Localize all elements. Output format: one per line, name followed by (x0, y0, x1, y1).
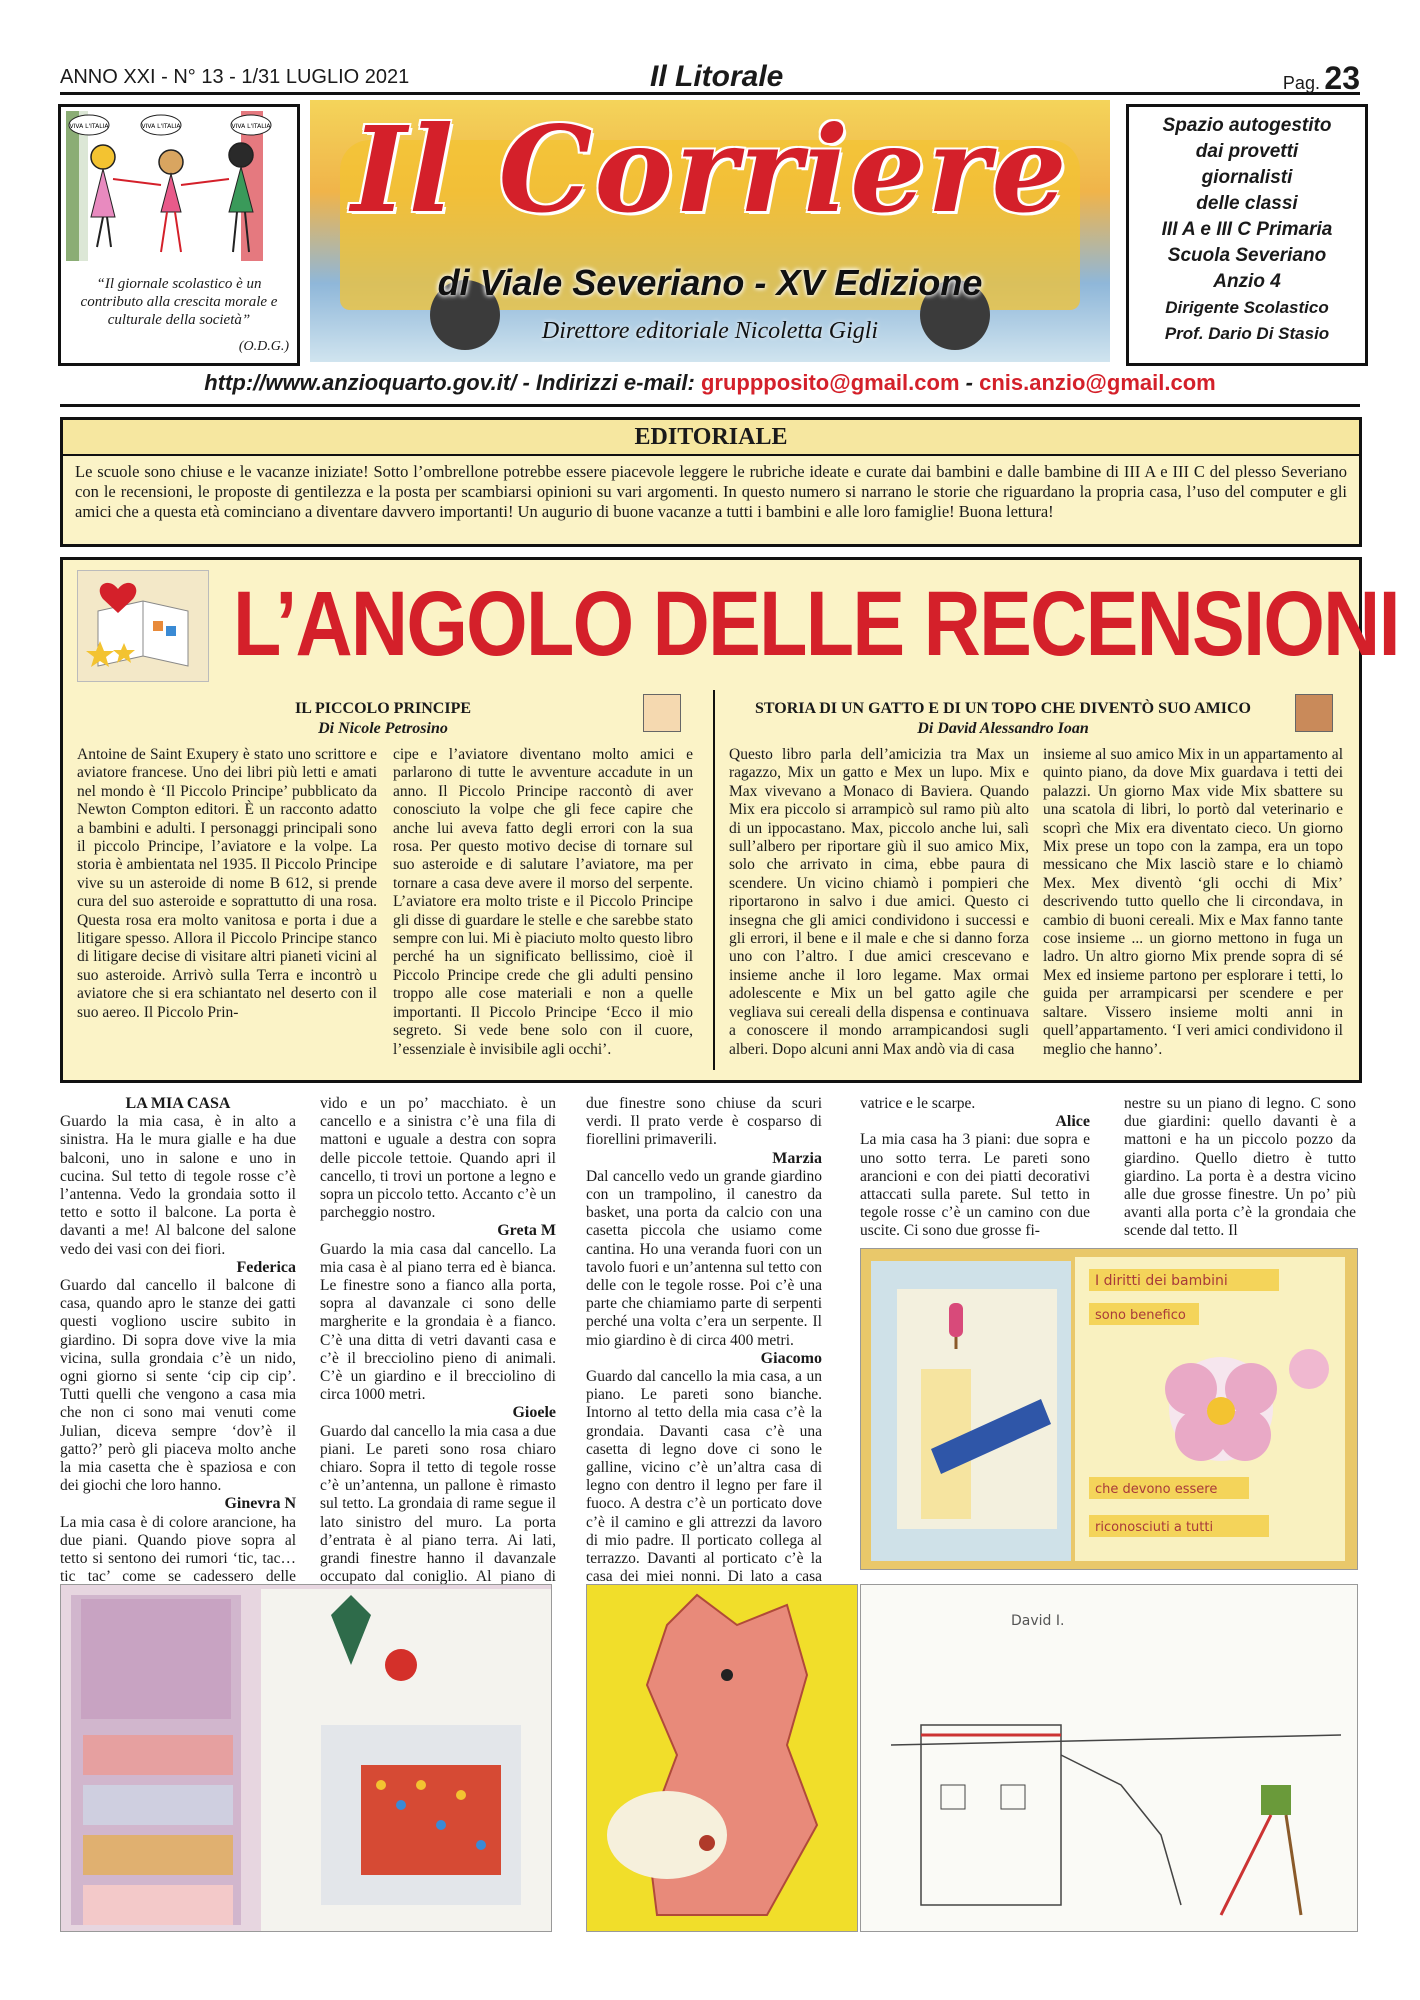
author-signature: Gioele (512, 1404, 556, 1422)
issue-info: ANNO XXI - N° 13 - 1/31 LUGLIO 2021 (60, 66, 410, 88)
casa-text: Guardo dal cancello la mia casa a due piani. Le pareti sono rosa chiaro chiaro. Sopra il tetto di tegole rosse c’è un’antenna, un pallone è rimasto sul tetto. La grondaia di rame segue il lato sinistro del muro. La porta d’entrata è al piano terra. Ai lati, grandi finestre hanno il davanzale occupato dal coniglio. Al piano di (320, 1422, 556, 1586)
review-right-col1: Questo libro parla dell’amicizia tra Max un ragazzo, Mix un gatto e Mex un lupo. Mix e Max vivevano a Monaco di Baviera. Quando Mix era piccolo si arrampicò sul ramo più alto di un ippocastano. Max, piccolo anche lui, salì sull’albero per riportare giù il suo amico Mix, solo che arrivato in cima, ebbe paura di scendere. Un vicino chiamò i pompieri che riportarono in salvo i due amici. Questo ci insegna che gli amici condividono i successi e gli errori, il bene e il male e che si danno forza uno con l’altro. I due amici crescevano e insieme anche il loro legame. Max ormai adolescente e Mix un bel gatto agile che vegliava sui cereali della dispensa e continuava a conoscere il mondo arrampicandosi sugli alberi. Dopo alcuni anni Max andò via di casa (729, 746, 1029, 1058)
notebook-line-2: sono benefico (1095, 1308, 1186, 1323)
notebook-line-4: riconosciuti a tutti (1095, 1520, 1214, 1535)
newspaper-subtitle: di Viale Severiano - XV Edizione (437, 262, 983, 303)
author-signature: Alice (1055, 1113, 1090, 1131)
website-link[interactable]: http://www.anzioquarto.gov.it/ (204, 370, 517, 395)
review-left-col1: Antoine de Saint Exupery è stato uno scrittore e aviatore francese. Uno dei libri più letti e amati nel mondo è ‘Il Piccolo Principe’ pubblicato da Newton Compton editori. È un racconto adatto a bambini e adulti. I personaggi principali sono il piccolo Principe, l’aviatore e la volpe. La storia è ambientata nel 1935. Il Piccolo Principe vive su un asteroide di nome B 612, si prende cura del suo asteroide e soprattutto di una rosa. Questa rosa era molto vanitosa e porta i due a litigare spesso. Allora il Piccolo Principe stanco di litigare decise di visitare altri pianeti vicini al suo asteroide. Arrivò sulla Terra e incontrò u aviatore che si era schiantato nel deserto con il suo aereo. Il Piccolo Prin- (77, 746, 377, 1021)
casa-column-2 (320, 1095, 556, 1605)
drawing-signature: David I. (1011, 1613, 1065, 1629)
info-line: Scuola Severiano (1167, 245, 1327, 266)
masthead-center (310, 100, 1110, 362)
page-label: Pag. (1282, 73, 1320, 93)
author-signature: Ginevra N (224, 1495, 296, 1513)
casa-text: Guardo la mia casa, è in alto a sinistra. Ha le mura gialle e ha due balconi, uno in salone e uno in cucina. Sul tetto di tegole rosse c’è l’antenna. Vedo la grondaia sotto il tetto e sotto il balcone. La porta è davanti a me! Al balcone del salone vedo dei vasi con dei fiori. (60, 1113, 296, 1258)
casa-text: La mia casa ha 3 piani: due sopra e uno sotto terra. Le pareti sono arancioni e con dei piatti decorativi attaccati sulla parete. Sul tetto in tegole rosse c’è un camino con due uscite. Ci sono due grosse fi- (860, 1131, 1090, 1240)
review-left-author: Di Nicole Petrosino (318, 720, 448, 737)
review-left-heading: IL PICCOLO PRINCIPE (294, 700, 472, 717)
review-left-col2: cipe e l’aviatore diventano molto amici e parlarono di tutte le avventure accadute in un anno. Il Piccolo Principe raccontò di aver conosciuto la volpe che gli fece capire che anche lui aveva fatto degli errori con la sua rosa. Per questo motivo decise di tornare sul suo asteroide e di salutare l’aviatore, ma per tornare a casa deve avere il morso del serpente. L’aviatore era molto triste e il Piccolo Principe gli disse di guardare le stelle e che sarebbe stato sempre con lui. Mi è piaciuto molto questo libro perché ha un significato bellissimo, cioè il Piccolo Principe crede che gli adulti pensino troppo alle cose materiali e non a quelle importanti. Il Piccolo Principe ‘Ecco il mio segreto. Si vede bene solo con il cuore, l’essenziale è invisibile agli occhi’. (393, 746, 693, 1058)
drawing-sign-3: VIVA L'ITALIA (231, 123, 271, 130)
notebook-line-3: che devono essere (1095, 1482, 1218, 1497)
masthead-left-box (58, 104, 300, 366)
reviews-title: L’ANGOLO DELLE RECENSIONI (233, 573, 1399, 675)
author-signature: Federica (236, 1258, 296, 1276)
column-divider (713, 690, 715, 1070)
book-icon (77, 570, 209, 682)
email-link-2[interactable]: cnis.anzio@gmail.com (979, 370, 1216, 395)
editorial-box (60, 417, 1362, 547)
notebook-line-1: I diritti dei bambini (1095, 1273, 1228, 1289)
motto: “Il giornale scolastico è un contributo alla crescita morale e culturale della società” (80, 276, 278, 328)
info-line: Anzio 4 (1213, 271, 1281, 292)
top-bar (60, 60, 1360, 95)
info-line: Spazio autogestito (1162, 115, 1332, 136)
casa-text: due finestre sono chiuse da scuri verdi. Il prato verde è cosparso di fiorellini primaverili. (586, 1095, 822, 1149)
author-signature: Greta M (497, 1222, 556, 1240)
fox-drawing-photo (586, 1584, 858, 1932)
author-signature: Giacomo (760, 1349, 822, 1367)
brand-name: Il Litorale (650, 60, 784, 93)
email-label: - Indirizzi e-mail: (516, 370, 701, 395)
author-avatar-icon (643, 694, 681, 732)
review-right-heading: STORIA DI UN GATTO E DI UN TOPO CHE DIVENTÒ SUO AMICO (755, 700, 1251, 717)
notebook-photo (860, 1248, 1358, 1570)
page-number (1283, 60, 1360, 97)
casa-column-4 (860, 1095, 1090, 1241)
casa-text: nestre su un piano di legno. C sono due giardini: quello davanti è a mattoni e ha un piccolo pozzo da giardino. Quello dietro è tutto giardino. La porta è a destra vicino alle due grosse finestre. Un po’ più avanti alla porta c’è la grondaia che scende dal tetto. Il (1124, 1095, 1356, 1240)
drawing-sign-1: VIVA L'ITALIA (69, 123, 109, 130)
children-drawing (61, 107, 297, 267)
review-right-col2: insieme al suo amico Mix in un appartamento al quinto piano, da dove Mix guardava i tetti dei palazzi. Un giorno Max vide Mix sbattere su una scatola di libri, lo portò dal veterinario e scoprì che Mix era diventato cieco. Un giorno Mix prese un topo con la zampa, era un topo messicano che Mix lasciò stare e lo chiamò Mex. Mex diventò ‘gli occhi di Mix’ descrivendo tutto quello che li circondava, in cambio di buoni cereali. Mix e Max fanno tante cose insieme ... un giorno mettono in fuga un ladro. Un altro giorno Mix prende sopra di sé Mex ed insieme partono per esplorare i tetti, lo guida per arrampicarsi per scendere e per saltare. Vissero insieme molti anni in quell’appartamento. ‘I veri amici condividono il meglio che hanno’. (1043, 746, 1343, 1058)
casa-heading: LA MIA CASA (125, 1095, 231, 1112)
casa-text: Guardo dal cancello il balcone di casa, quando apro le stanze dei gatti questi vogliono uscire subito in giardino. Di sopra dove vive la mia vicina, sulla grondaia c’è un nido, ogni giorno si sente ‘cip cip cip’. Tutti quelli che vengono a casa mia che non ci sono mai venuti come Julian, diceva sempre ‘dov’è il gatto?’ però gli piaceva molto anche la mia casetta che è spaziosa e con dei giochi che loro hanno. (60, 1277, 296, 1495)
casa-text: La mia casa è di colore arancione, ha due piani. Quando piove sopra al tetto si sentono dei rumori ‘tic, tac… tic tac’ come se cadessero delle (60, 1513, 296, 1586)
masthead-right-box (1126, 104, 1368, 366)
motto-source: (O.D.G.) (238, 339, 289, 354)
info-line: giornalisti (1201, 167, 1293, 188)
email-link-1[interactable]: gruppposito@gmail.com (700, 370, 960, 395)
casa-text: Guardo la mia casa dal cancello. La mia casa è al piano terra ed è bianca. Le finestre sono a fianco alla porta, sopra al davanzale ci sono delle margherite e la grondaia è a fianco. C’è una ditta di vetri davanti casa e c’è il brecciolino pieno di animali. C’è un giardino e il brecciolino di circa 1000 metri. (320, 1240, 556, 1404)
author-signature: Marzia (772, 1149, 822, 1167)
info-line: dai provetti (1195, 141, 1299, 162)
house-drawing-photo (860, 1584, 1358, 1932)
review-right-author: Di David Alessandro Ioan (917, 720, 1089, 737)
casa-column-5 (1124, 1095, 1356, 1241)
casa-column-1 (60, 1095, 296, 1605)
reviews-box (60, 557, 1399, 1083)
casa-text: vido e un po’ macchiato. è un cancello e a sinistra c’è una fila di mattoni e uguale a destra con sopra delle piccole tettoie. Quando apri il cancello, ti trovi un portone a legno e sopra un piccolo tetto. Accanto c’è un parcheggio nostro. (320, 1095, 556, 1222)
newspaper-title: Il Corriere (351, 100, 1069, 239)
casa-column-3 (586, 1095, 822, 1605)
contacts-bar (60, 370, 1360, 407)
info-line: delle classi (1196, 193, 1298, 214)
page-number-value: 23 (1324, 60, 1360, 96)
collage-photo (60, 1584, 552, 1932)
drawing-sign-2: VIVA L'ITALIA (141, 123, 181, 130)
email-separator: - (959, 370, 980, 395)
author-avatar-icon (1295, 694, 1333, 732)
principal-label: Dirigente Scolastico (1165, 298, 1329, 317)
principal-name: Prof. Dario Di Stasio (1164, 324, 1330, 343)
casa-text: vatrice e le scarpe. (860, 1095, 976, 1112)
casa-text: Dal cancello vedo un grande giardino con un trampolino, il canestro da basket, una porta da calcio con una casetta piccola che usiamo come cantina. Ho una veranda fuori con un tavolo fuori e un’antenna sul tetto con delle con le tegole rosse. Poi c’è una parte che chiamiamo parte di serpenti perché una volta c’era un serpente. Il mio giardino è di circa 400 metri. (586, 1167, 822, 1349)
editorial-heading: EDITORIALE (63, 420, 1359, 456)
info-line: III A e III C Primaria (1161, 219, 1333, 240)
editorial-director: Direttore editoriale Nicoletta Gigli (541, 318, 879, 344)
editorial-text: Le scuole sono chiuse e le vacanze iniziate! Sotto l’ombrellone potrebbe essere piacevole leggere le rubriche ideate e curate dai bambini e dalle bambine di III A e III C del plesso Severiano con le recensioni, le proposte di gentilezza e la posta per scambiarsi opinioni su vari argomenti. In questo numero si narrano le storie che riguardano la propria casa, l’uso del computer e gli amici che a questa età cominciano a diventare davvero importanti! Un augurio di buone vacanze a tutti i bambini e alle loro famiglie! Buona lettura! (75, 462, 1347, 521)
casa-text: Guardo dal cancello la mia casa, a un piano. Le pareti sono bianche. Intorno al tetto della mia casa c’è la grondaia. Davanti casa c’è una casetta di legno dove ci sono le galline, vicino c’è un’altra casa di legno con dentro il legno per fare il fuoco. A destra c’è un porticato dove c’è il camino e gli attrezzi da lavoro di mio padre. Il porticato collega al terrazzo. Davanti al porticato c’è la casa dei miei nonni. Di lato a casa (586, 1368, 822, 1586)
